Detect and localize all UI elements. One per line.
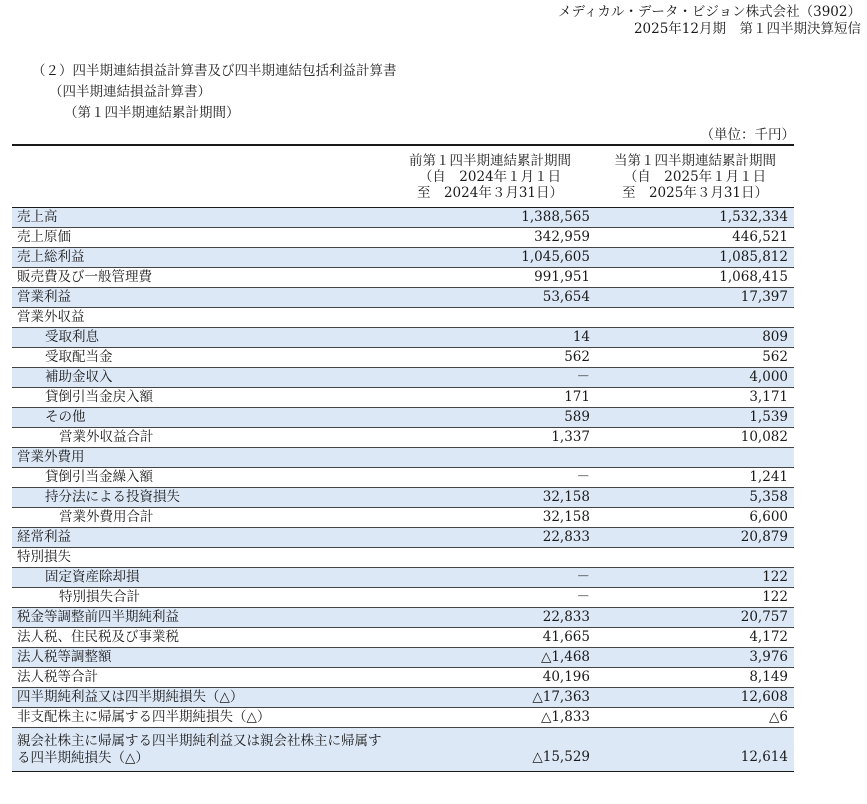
- table-row: [12, 208, 794, 228]
- row-label: 持分法による投資損失: [12, 488, 384, 508]
- prev-value: 562: [384, 348, 596, 368]
- prev-value: [384, 448, 596, 468]
- prev-value: －: [384, 568, 596, 588]
- row-label: その他: [12, 408, 384, 428]
- prev-value: －: [384, 368, 596, 388]
- curr-value: 1,241: [596, 468, 794, 488]
- row-label: 固定資産除却損: [12, 568, 384, 588]
- prev-value: －: [384, 588, 596, 608]
- prev-value: 1,045,605: [384, 248, 596, 268]
- table-header-row: [12, 145, 794, 208]
- curr-value: 446,521: [596, 228, 794, 248]
- curr-value: 4,172: [596, 628, 794, 648]
- curr-period-to: 至 2025年３月31日）: [621, 184, 769, 201]
- row-label: 営業外収益合計: [12, 428, 384, 448]
- row-label: 法人税等調整額: [12, 648, 384, 668]
- row-label: 非支配株主に帰属する四半期純損失（△）: [12, 708, 384, 728]
- table-row: [12, 688, 794, 708]
- row-label: 経常利益: [12, 528, 384, 548]
- table-row: [12, 288, 794, 308]
- prev-value: 1,337: [384, 428, 596, 448]
- report-header: [558, 4, 861, 38]
- table-row: [12, 268, 794, 288]
- curr-value: 3,976: [596, 648, 794, 668]
- table-row: [12, 588, 794, 608]
- table-row: [12, 348, 794, 368]
- row-label: 貸倒引当金繰入額: [12, 468, 384, 488]
- curr-value: 809: [596, 328, 794, 348]
- report-title: 2025年12月期 第１四半期決算短信: [633, 21, 861, 37]
- row-label: 売上原価: [12, 228, 384, 248]
- curr-value: 12,608: [596, 688, 794, 708]
- curr-value: 20,757: [596, 608, 794, 628]
- table-row: [12, 528, 794, 548]
- prev-value: [384, 308, 596, 328]
- table-row: [12, 668, 794, 688]
- prev-value: 40,196: [384, 668, 596, 688]
- unit-label: （単位：千円）: [700, 127, 795, 143]
- table-row: [12, 488, 794, 508]
- curr-value: 12,614: [596, 728, 794, 772]
- table-row: [12, 408, 794, 428]
- curr-value: 17,397: [596, 288, 794, 308]
- period-title: （第１四半期連結累計期間）: [64, 105, 240, 121]
- curr-value: [596, 308, 794, 328]
- row-label: 法人税、住民税及び事業税: [12, 628, 384, 648]
- prev-value: 589: [384, 408, 596, 428]
- prev-value: 41,665: [384, 628, 596, 648]
- prev-value: 1,388,565: [384, 208, 596, 228]
- table-row: [12, 628, 794, 648]
- curr-value: 1,539: [596, 408, 794, 428]
- curr-value: △6: [596, 708, 794, 728]
- curr-value: 562: [596, 348, 794, 368]
- table-row: [12, 548, 794, 568]
- prev-value: －: [384, 468, 596, 488]
- table-row: [12, 728, 794, 772]
- table-row: [12, 708, 794, 728]
- curr-value: 1,068,415: [596, 268, 794, 288]
- row-label: 受取配当金: [12, 348, 384, 368]
- row-label: 四半期純利益又は四半期純損失（△）: [12, 688, 384, 708]
- prev-value: 14: [384, 328, 596, 348]
- row-label: 営業外費用: [12, 448, 384, 468]
- prev-value: 32,158: [384, 508, 596, 528]
- row-label: 受取利息: [12, 328, 384, 348]
- table-row: [12, 428, 794, 448]
- prev-period-header: [384, 145, 596, 208]
- table-row: [12, 648, 794, 668]
- curr-value: 122: [596, 588, 794, 608]
- row-label: 営業外費用合計: [12, 508, 384, 528]
- curr-value: 10,082: [596, 428, 794, 448]
- curr-value: 5,358: [596, 488, 794, 508]
- row-label: 親会社株主に帰属する四半期純利益又は親会社株主に帰属する四半期純損失（△）: [12, 728, 384, 772]
- header-label-cell: [12, 145, 384, 208]
- prev-value: 32,158: [384, 488, 596, 508]
- prev-value: 22,833: [384, 608, 596, 628]
- table-row: [12, 328, 794, 348]
- prev-value: △15,529: [384, 728, 596, 772]
- row-label: 営業利益: [12, 288, 384, 308]
- row-label: 販売費及び一般管理費: [12, 268, 384, 288]
- prev-period-to: 至 2024年３月31日）: [416, 184, 564, 201]
- table-row: [12, 248, 794, 268]
- curr-value: 1,532,334: [596, 208, 794, 228]
- curr-value: 6,600: [596, 508, 794, 528]
- row-label: 売上高: [12, 208, 384, 228]
- curr-period-from: （自 2025年１月１日: [623, 168, 767, 185]
- prev-period-title: 前第１四半期連結累計期間: [409, 152, 571, 169]
- table-row: [12, 228, 794, 248]
- curr-period-title: 当第１四半期連結累計期間: [614, 152, 776, 169]
- statement-subtitle: （四半期連結損益計算書）: [49, 84, 211, 100]
- curr-value: [596, 448, 794, 468]
- prev-value: △1,468: [384, 648, 596, 668]
- prev-value: 171: [384, 388, 596, 408]
- curr-value: [596, 548, 794, 568]
- prev-value: △1,833: [384, 708, 596, 728]
- curr-value: 8,149: [596, 668, 794, 688]
- prev-value: [384, 548, 596, 568]
- table-row: [12, 608, 794, 628]
- row-label: 法人税等合計: [12, 668, 384, 688]
- prev-value: 342,959: [384, 228, 596, 248]
- company-name: メディカル・データ・ビジョン株式会社（3902）: [557, 4, 861, 20]
- row-label: 補助金収入: [12, 368, 384, 388]
- curr-value: 122: [596, 568, 794, 588]
- curr-period-header: [596, 145, 794, 208]
- row-label: 特別損失合計: [12, 588, 384, 608]
- table-row: [12, 388, 794, 408]
- table-row: [12, 508, 794, 528]
- section-title: （２）四半期連結損益計算書及び四半期連結包括利益計算書: [32, 63, 397, 79]
- curr-value: 20,879: [596, 528, 794, 548]
- prev-period-from: （自 2024年１月１日: [418, 168, 562, 185]
- row-label: 売上総利益: [12, 248, 384, 268]
- table-row: [12, 308, 794, 328]
- row-label: 貸倒引当金戻入額: [12, 388, 384, 408]
- prev-value: △17,363: [384, 688, 596, 708]
- income-statement-table: [12, 144, 794, 772]
- prev-value: 991,951: [384, 268, 596, 288]
- table-row: [12, 368, 794, 388]
- curr-value: 4,000: [596, 368, 794, 388]
- row-label: 営業外収益: [12, 308, 384, 328]
- curr-value: 3,171: [596, 388, 794, 408]
- row-label: 税金等調整前四半期純利益: [12, 608, 384, 628]
- table-row: [12, 468, 794, 488]
- prev-value: 22,833: [384, 528, 596, 548]
- prev-value: 53,654: [384, 288, 596, 308]
- table-row: [12, 568, 794, 588]
- table-row: [12, 448, 794, 468]
- row-label: 特別損失: [12, 548, 384, 568]
- curr-value: 1,085,812: [596, 248, 794, 268]
